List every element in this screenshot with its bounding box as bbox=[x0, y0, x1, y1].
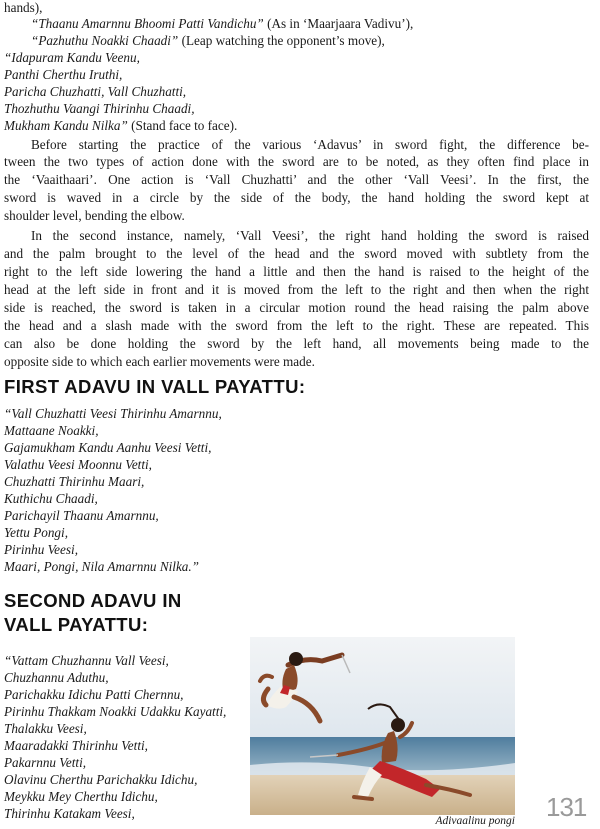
section-heading: FIRST ADAVU IN VALL PAYATTU: bbox=[4, 376, 306, 397]
photo-caption: Adivaalinu pongi bbox=[435, 815, 515, 827]
paragraph-line: can also be done holding the sword by the left hand, all movements being made to the bbox=[4, 336, 589, 351]
page-number: 131 bbox=[546, 792, 587, 822]
verse-line: Olavinu Cherthu Parichakku Idichu, bbox=[4, 772, 198, 787]
paragraph-line: side is reached, the sword is taken in a circular motion round the head raising the palm above bbox=[4, 300, 589, 315]
paragraph-line: shoulder level, bending the elbow. bbox=[4, 208, 185, 223]
verse-line: Kuthichu Chaadi, bbox=[4, 491, 98, 506]
verse-line: Thirinhu Katakam Veesi, bbox=[4, 806, 135, 821]
verse-line: Meykku Mey Cherthu Idichu, bbox=[4, 789, 158, 804]
paragraph-line: In the second instance, namely, ‘Vall Veesi’, the right hand holding the sword is raised bbox=[31, 228, 589, 243]
paragraph-line: the ‘Vaaithaari’. One action is ‘Vall Chuzhatti’ and the other ‘Vall Veesi’. In the first, the bbox=[4, 172, 589, 187]
text-line: Mukham Kandu Nilka” (Stand face to face). bbox=[4, 118, 238, 133]
section-heading: VALL PAYATTU: bbox=[4, 614, 149, 635]
paragraph-line: opposite side to which each earlier movements were made. bbox=[4, 354, 315, 369]
text-line: “Thaanu Amarnnu Bhoomi Patti Vandichu” (As in ‘Maarjaara Vadivu’), bbox=[31, 16, 414, 31]
text-line: Panthi Cherthu Iruthi, bbox=[4, 67, 123, 82]
verse-line: “Vall Chuzhatti Veesi Thirinhu Amarnnu, bbox=[4, 406, 222, 421]
paragraph-line: Before starting the practice of the various ‘Adavus’ in sword fight, the difference be- bbox=[31, 137, 589, 152]
text-line: Paricha Chuzhatti, Vall Chuzhatti, bbox=[4, 84, 187, 99]
text-line: “Pazhuthu Noakki Chaadi” (Leap watching the opponent’s move), bbox=[31, 33, 385, 48]
paragraph-line: the head and a slash made with the sword from the left to the right. These are repeated. This bbox=[4, 318, 589, 333]
paragraph-line: tween the two types of action done with the sword are to be noted, as they often find place in bbox=[4, 154, 589, 169]
verse-line: Yettu Pongi, bbox=[4, 525, 68, 540]
verse-line: Valathu Veesi Moonnu Vetti, bbox=[4, 457, 152, 472]
verse-line: Gajamukham Kandu Aanhu Veesi Vetti, bbox=[4, 440, 212, 455]
verse-line: Chuzhatti Thirinhu Maari, bbox=[4, 474, 145, 489]
verse-line: Chuzhannu Aduthu, bbox=[4, 670, 109, 685]
paragraph-line: head at the left side in front and it is moved from the left to the right and then when the right bbox=[4, 282, 589, 297]
paragraph-line: sword is waved in a circle by the side of the body, the hand holding the sword kept at bbox=[4, 190, 589, 205]
verse-line: Parichayil Thaanu Amarnnu, bbox=[4, 508, 159, 523]
verse-line: Pakarnnu Vetti, bbox=[4, 755, 87, 770]
verse-line: Maaradakki Thirinhu Vetti, bbox=[4, 738, 148, 753]
verse-line: Pirinhu Veesi, bbox=[4, 542, 78, 557]
text-line: Thozhuthu Vaangi Thirinhu Chaadi, bbox=[4, 101, 195, 116]
section-heading: SECOND ADAVU IN bbox=[4, 590, 182, 611]
verse-line: “Vattam Chuzhannu Vall Veesi, bbox=[4, 653, 169, 668]
verse-line: Parichakku Idichu Patti Chernnu, bbox=[4, 687, 184, 702]
verse-line: Thalakku Veesi, bbox=[4, 721, 87, 736]
sword-fight-photo bbox=[250, 637, 515, 815]
verse-line: Pirinhu Thakkam Noakki Udakku Kayatti, bbox=[4, 704, 227, 719]
paragraph-line: right to the left side lowering the hand a little and then the hand is raised to the height of the bbox=[4, 264, 589, 279]
text-line: “Idapuram Kandu Veenu, bbox=[4, 50, 140, 65]
paragraph-line: and the palm brought to the level of the head and the sword moved with subtlety from the bbox=[4, 246, 589, 261]
verse-line: Mattaane Noakki, bbox=[4, 423, 99, 438]
text-line: hands), bbox=[4, 0, 43, 15]
verse-line: Maari, Pongi, Nila Amarnnu Nilka.” bbox=[4, 559, 200, 574]
